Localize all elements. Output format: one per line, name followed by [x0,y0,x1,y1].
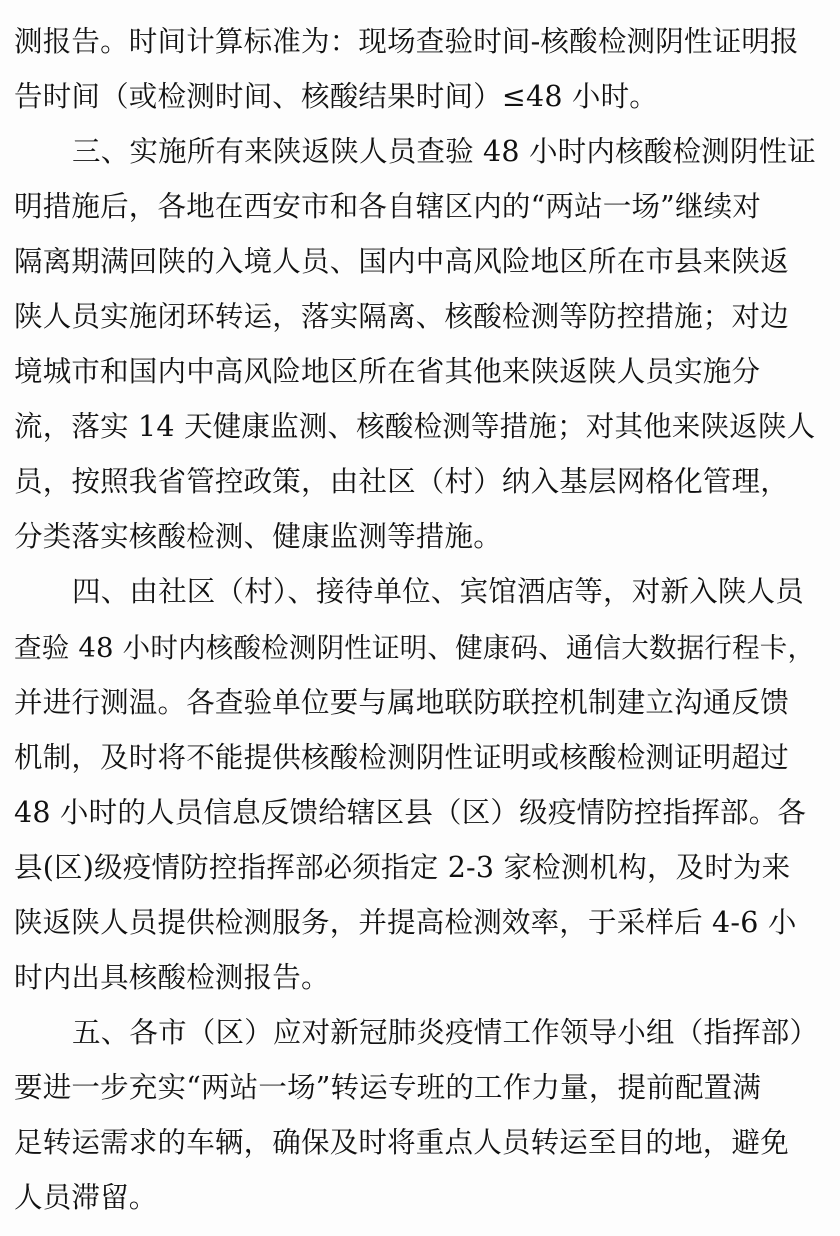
text-line: 员，按照我省管控政策，由社区（村）纳入基层网格化管理， [14,465,789,498]
text-line: 隔离期满回陕的入境人员、国内中高风险地区所在市县来陕返 [14,245,789,278]
text-line: 要进一步充实“两站一场”转运专班的工作力量，提前配置满 [14,1071,762,1104]
text-line: 并进行测温。各查验单位要与属地联防联控机制建立沟通反馈 [14,686,789,719]
text-line: 查验 48 小时内核酸检测阴性证明、健康码、通信大数据行程卡， [14,632,816,664]
text-line: 48 小时的人员信息反馈给辖区县（区）级疫情防控指挥部。各 [14,796,807,829]
text-line: 陕返陕人员提供检测服务，并提高检测效率，于采样后 4-6 小 [14,906,797,939]
text-line: 分类落实核酸检测、健康监测等措施。 [14,520,502,553]
text-line: 时内出具核酸检测报告。 [14,961,330,994]
text-line: 人员滞留。 [14,1181,158,1214]
paragraph-4-start: 四、由社区（村）、接待单位、宾馆酒店等，对新入陕人员 [72,575,804,608]
text-line: 足转运需求的车辆，确保及时将重点人员转运至目的地，避免 [14,1126,789,1159]
text-line: 机制，及时将不能提供核酸检测阴性证明或核酸检测证明超过 [14,741,789,774]
text-line: 县(区)级疫情防控指挥部必须指定 2-3 家检测机构，及时为来 [14,851,791,884]
text-line: 境城市和国内中高风险地区所在省其他来陕返陕人员实施分 [14,355,761,388]
paragraph-3-start: 三、实施所有来陕返陕人员查验 48 小时内核酸检测阴性证 [72,135,816,168]
text-line: 明措施后，各地在西安市和各自辖区内的“两站一场”继续对 [14,190,762,223]
text-line: 流，落实 14 天健康监测、核酸检测等措施；对其他来陕返陕人 [14,410,816,443]
text-line: 告时间（或检测时间、核酸结果时间）≤48 小时。 [14,80,659,113]
paragraph-5-start: 五、各市（区）应对新冠肺炎疫情工作领导小组（指挥部） [72,1016,819,1049]
text-line: 测报告。时间计算标准为：现场查验时间-核酸检测阴性证明报 [14,25,799,58]
text-line: 陕人员实施闭环转运，落实隔离、核酸检测等防控措施；对边 [14,300,789,333]
